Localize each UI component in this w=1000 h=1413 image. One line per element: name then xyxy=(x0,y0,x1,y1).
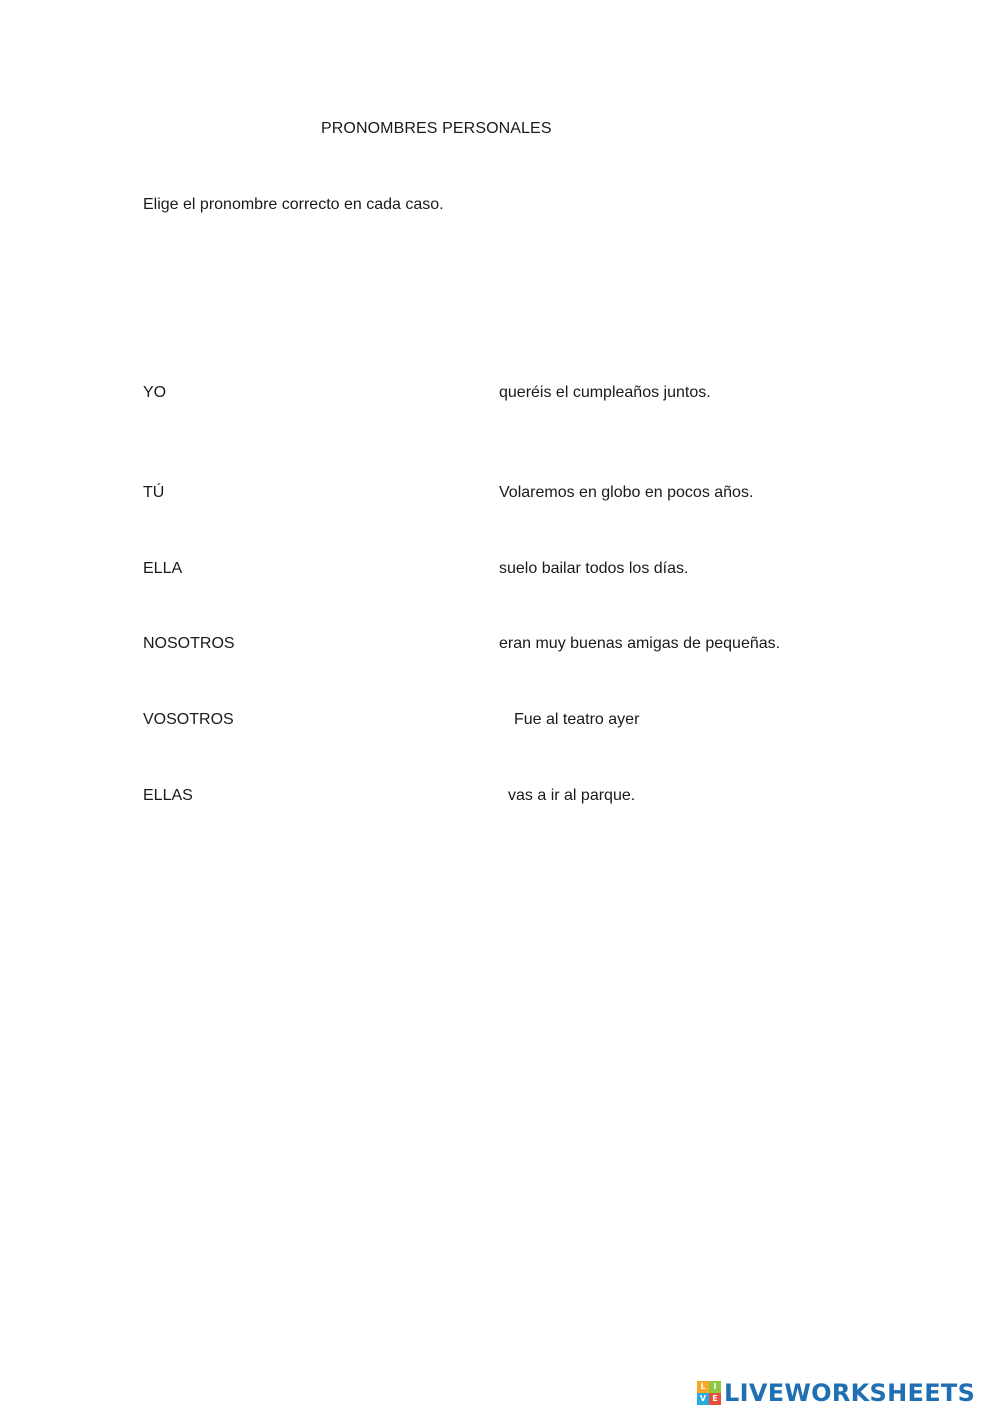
pronoun-item[interactable]: VOSOTROS xyxy=(143,711,234,728)
liveworksheets-logo-icon xyxy=(697,1381,721,1405)
instructions-text: Elige el pronombre correcto en cada caso. xyxy=(143,196,444,213)
sentence-item[interactable]: Fue al teatro ayer xyxy=(514,711,640,728)
logo-mark-letter: I xyxy=(709,1381,721,1393)
pronoun-item[interactable]: YO xyxy=(143,384,167,401)
logo-mark-letter: E xyxy=(709,1393,721,1405)
logo-text: LIVEWORKSHEETS xyxy=(724,1379,976,1407)
liveworksheets-logo xyxy=(697,1376,975,1410)
sentence-item[interactable]: Volaremos en globo en pocos años. xyxy=(499,484,754,501)
page-title: PRONOMBRES PERSONALES xyxy=(321,120,552,137)
pronoun-item[interactable]: ELLAS xyxy=(143,787,193,804)
pronoun-item[interactable]: NOSOTROS xyxy=(143,635,235,652)
sentence-item[interactable]: vas a ir al parque. xyxy=(508,787,636,804)
sentence-item[interactable]: suelo bailar todos los días. xyxy=(499,560,689,577)
logo-mark-letter: L xyxy=(697,1381,709,1393)
logo-mark-letter: V xyxy=(697,1393,709,1405)
pronoun-item[interactable]: ELLA xyxy=(143,560,183,577)
sentence-item[interactable]: eran muy buenas amigas de pequeñas. xyxy=(499,635,781,652)
pronoun-item[interactable]: TÚ xyxy=(143,484,165,501)
sentence-item[interactable]: queréis el cumpleaños juntos. xyxy=(499,384,711,401)
